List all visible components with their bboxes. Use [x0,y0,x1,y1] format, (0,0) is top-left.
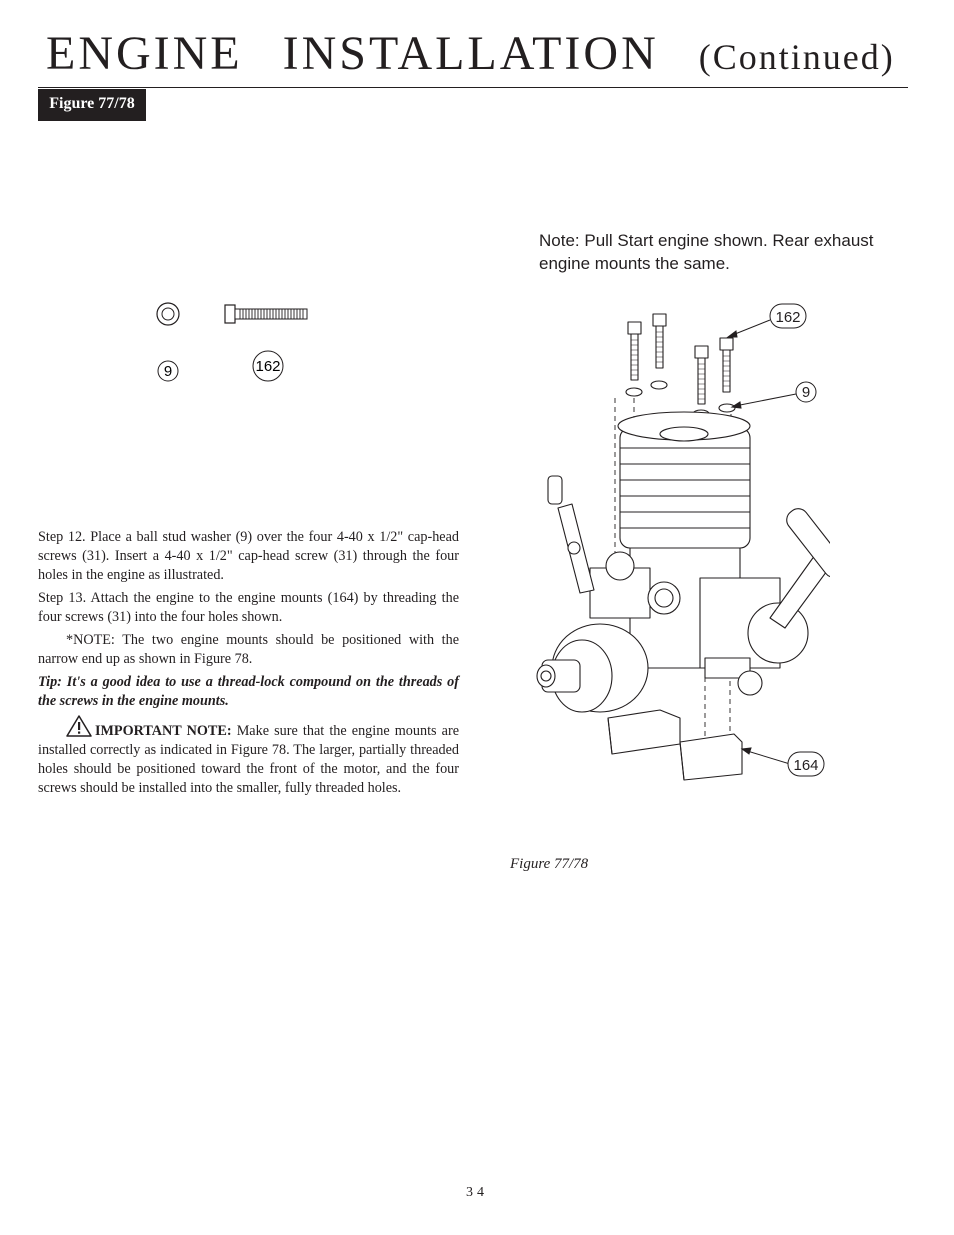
washer-callout [158,361,178,381]
parts-illustration [150,296,330,386]
screw-label: 162 [255,358,281,375]
important-note [38,715,459,798]
screw-icon [225,305,307,323]
title-word-1: ENGINE [46,27,243,80]
pull-start-note: Note: Pull Start engine shown. Rear exhaust engine mounts the same. [539,231,874,273]
callout-9: 9 [801,384,811,401]
step-13: Step 13. Attach the engine to the engine mounts (164) by threading the four screws (31) into the four holes shown. [38,590,459,625]
page-title [46,26,895,81]
engine-mount-left [608,710,680,754]
thread-lock-tip: Tip: It's a good idea to use a thread-lock compound on the threads of the screws in the engine mounts. [38,674,459,709]
title-suffix: (Continued) [698,37,895,77]
warning-icon [66,715,92,737]
title-rule [38,87,908,88]
screw-callout-fig [728,304,806,337]
engine-figure [520,298,830,798]
pull-start-handle [770,505,830,628]
page-number: 34 [466,1185,488,1200]
callout-162: 162 [775,309,801,326]
figure-tag: Figure 77/78 [38,89,146,121]
figure-caption: Figure 77/78 [510,856,589,872]
title-word-2: INSTALLATION [282,27,659,80]
washer-icon [157,303,179,325]
needle-valve [548,476,594,593]
cap-screws [628,314,733,404]
clutch-bell [537,624,648,712]
cylinder-head [618,412,750,548]
mount-note: *NOTE: The two engine mounts should be positioned with the narrow end up as shown in Figure 78. [38,632,459,667]
callout-164: 164 [793,757,819,774]
washer-callout-fig [732,382,816,408]
important-text: Make sure that the engine mounts are installed correctly as indicated in Figure 78. The larger, partially threaded holes should be positioned toward the front of the motor, and the four screws should be installed into the smaller, fully threaded holes. [38,723,459,796]
engine-mount-right [680,734,742,780]
washer-label: 9 [163,363,173,380]
instructions [38,528,459,802]
step-12: Step 12. Place a ball stud washer (9) over the four 4-40 x 1/2" cap-head screws (31). Insert a 4-40 x 1/2" cap-head screw (31) through the four holes in the engine as illustrated. [38,529,459,583]
mount-callout-fig [742,748,824,776]
screw-callout [253,351,283,381]
important-label: IMPORTANT NOTE: [95,723,232,739]
